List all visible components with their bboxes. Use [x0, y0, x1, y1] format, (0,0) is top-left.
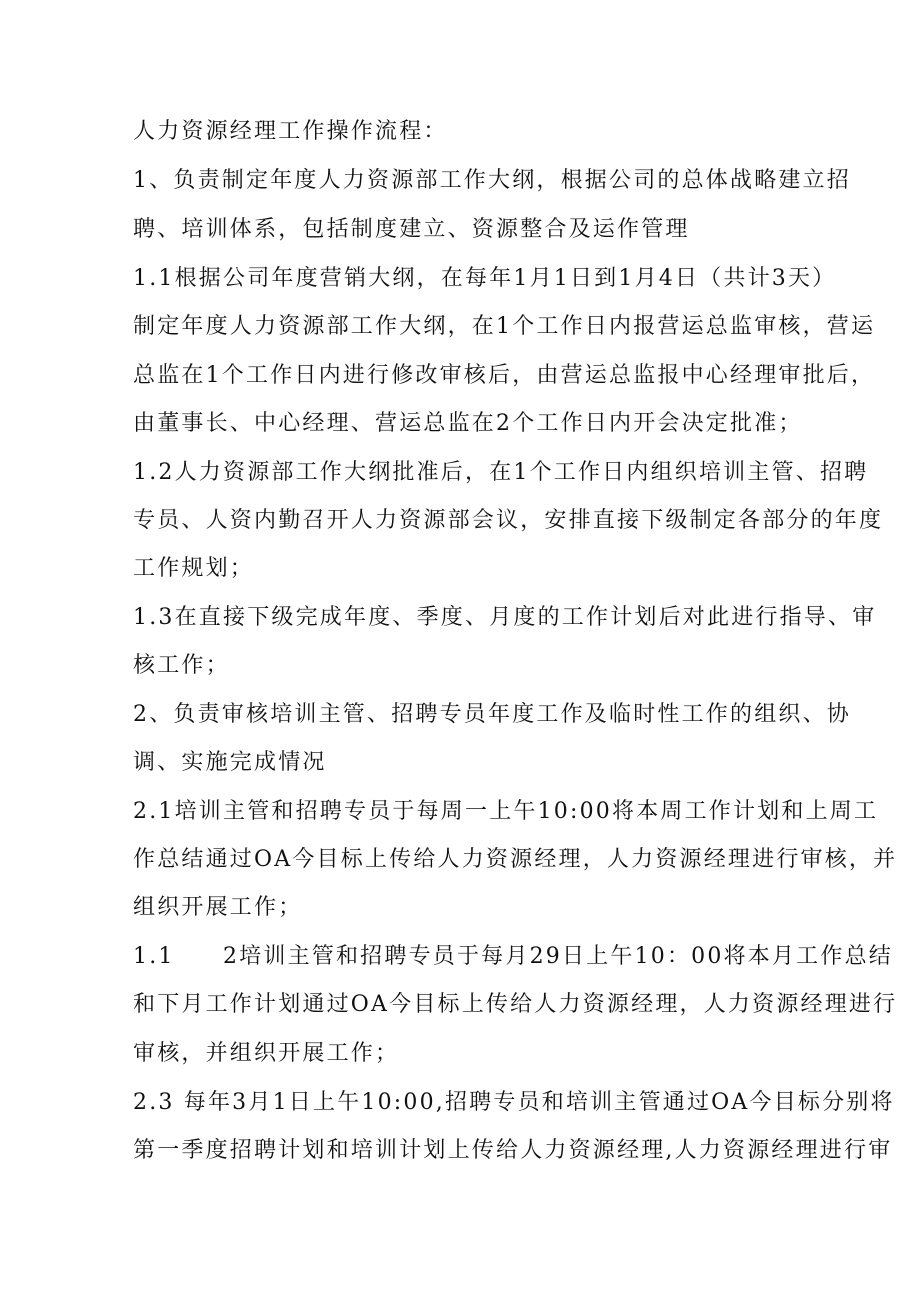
item-1-3-line-2: 核工作； [133, 653, 230, 678]
item-1-2-line-2: 专员、人资内勤召开人力资源部会议，安排直接下级制定各部分的年度 [133, 508, 884, 533]
item-1-1-line-2: 制定年度人力资源部工作大纲，在1个工作日内报营运总监审核，营运 [133, 314, 876, 339]
item-1-1-line-3: 总监在1个工作日内进行修改审核后，由营运总监报中心经理审批后， [133, 363, 876, 388]
item-2-2-line-2: 和下月工作计划通过OA今目标上传给人力资源经理，人力资源经理进行 [133, 992, 898, 1017]
section-1-heading: 1、负责制定年度人力资源部工作大纲，根据公司的总体战略建立招 [133, 168, 851, 193]
item-1-1-line-1: 1.1根据公司年度营销大纲，在每年1月1日到1月4日（共计3天） [133, 266, 837, 291]
document-title: 人力资源经理工作操作流程： [133, 119, 448, 144]
item-2-1-line-1: 2.1培训主管和招聘专员于每周一上午10:00将本周工作计划和上周工 [133, 799, 879, 824]
item-1-2-line-3: 工作规划； [133, 556, 255, 581]
item-2-3-line-2: 第一季度招聘计划和培训计划上传给人力资源经理,人力资源经理进行审 [133, 1138, 893, 1163]
section-2-heading-cont: 调、实施完成情况 [133, 750, 327, 775]
item-2-2-line-1: 1.1 2培训主管和招聘专员于每月29日上午10：00将本月工作总结 [133, 944, 893, 969]
item-1-1-line-4: 由董事长、中心经理、营运总监在2个工作日内开会决定批准； [133, 411, 803, 436]
section-1-heading-cont: 聘、培训体系，包括制度建立、资源整合及运作管理 [133, 217, 690, 242]
item-1-2-line-1: 1.2人力资源部工作大纲批准后，在1个工作日内组织培训主管、招聘 [133, 460, 869, 485]
item-1-3-line-1: 1.3在直接下级完成年度、季度、月度的工作计划后对此进行指导、审 [133, 605, 877, 630]
item-2-3-line-1: 2.3 每年3月1日上午10:00,招聘专员和培训主管通过OA今目标分别将 [133, 1090, 895, 1115]
item-2-2-line-3: 审核，并组织开展工作； [133, 1041, 400, 1066]
item-2-1-line-2: 作总结通过OA今目标上传给人力资源经理，人力资源经理进行审核，并 [133, 847, 898, 872]
section-2-heading: 2、负责审核培训主管、招聘专员年度工作及临时性工作的组织、协 [133, 702, 851, 727]
item-2-1-line-3: 组织开展工作； [133, 895, 303, 920]
